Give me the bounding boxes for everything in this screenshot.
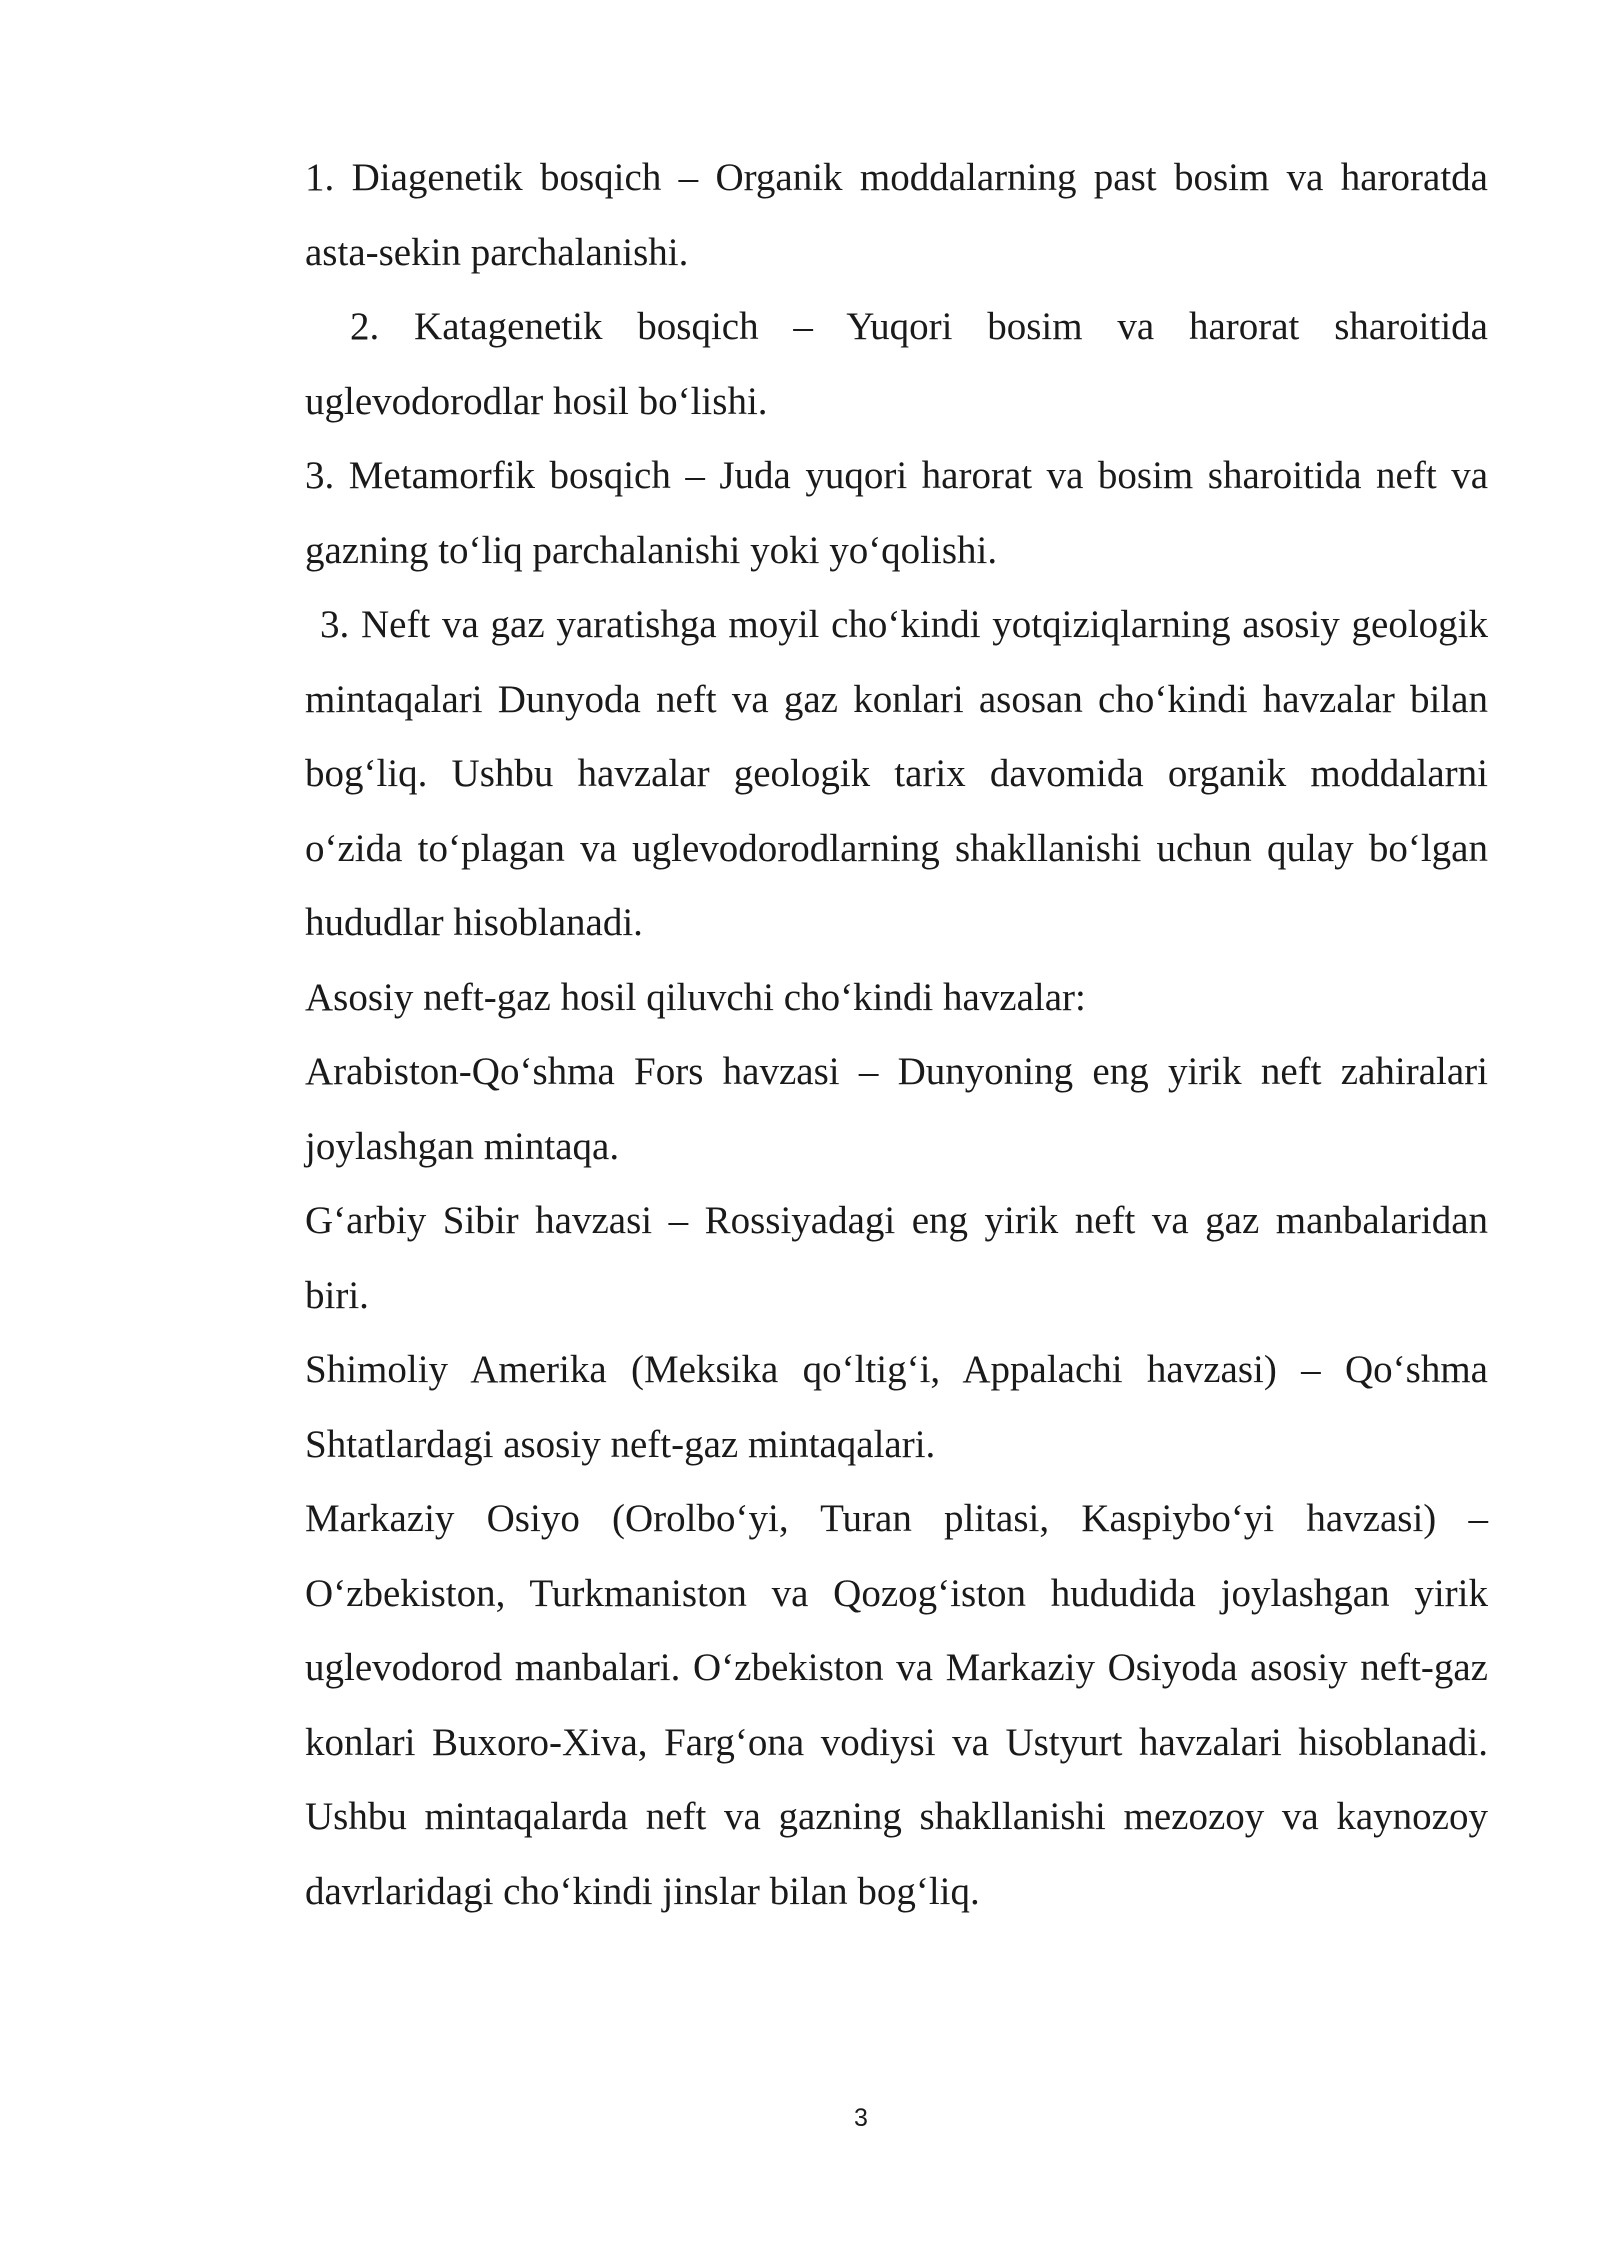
paragraph-basin-central-asia: Markaziy Osiyo (Orolbo‘yi, Turan plitasi, Kaspiybo‘yi havzasi) – O‘zbekiston, Turkmaniston va Qozog‘iston hududida joylashgan yirik uglevodorod manbalari. O‘zbekiston va Markaziy Osiyoda asosiy neft-gaz konlari Buxoro-Xiva, Farg‘ona vodiysi va Ustyurt havzalari hisoblanadi. Ushbu mintaqalarda neft va gazning shakllanishi mezozoy va kaynozoy davrlaridagi cho‘kindi jinslar bilan bog‘liq.	[305, 1497, 1488, 1913]
paragraph-geologic-regions: 3. Neft va gaz yaratishga moyil cho‘kindi yotqiziqlarning asosiy geologik mintaqalari Dunyoda neft va gaz konlari asosan cho‘kindi havzalar bilan bog‘liq. Ushbu havzalar geologik tarix davomida organik moddalarni o‘zida to‘plagan va uglevodorodlarning shakllanishi uchun qulay bo‘lgan hududlar hisoblanadi.	[305, 603, 1488, 944]
document-body	[305, 141, 1488, 1929]
paragraph-stage-diagenetic: 1. Diagenetik bosqich – Organik moddalarning past bosim va haroratda asta-sekin parchalanishi.	[305, 156, 1488, 274]
paragraph-stage-metamorphic: 3. Metamorfik bosqich – Juda yuqori harorat va bosim sharoitida neft va gazning to‘liq parchalanishi yoki yo‘qolishi.	[305, 454, 1488, 572]
paragraph-basins-heading: Asosiy neft-gaz hosil qiluvchi cho‘kindi havzalar:	[305, 975, 1086, 1019]
paragraph-basin-north-america: Shimoliy Amerika (Meksika qo‘ltig‘i, Appalachi havzasi) – Qo‘shma Shtatlardagi asosiy neft-gaz mintaqalari.	[305, 1348, 1488, 1466]
paragraph-basin-west-siberia: G‘arbiy Sibir havzasi – Rossiyadagi eng yirik neft va gaz manbalaridan biri.	[305, 1199, 1488, 1317]
paragraph-basin-arabian: Arabiston-Qo‘shma Fors havzasi – Dunyoning eng yirik neft zahiralari joylashgan mintaqa.	[305, 1050, 1488, 1168]
page-number: 3	[854, 2104, 868, 2132]
paragraph-stage-catagenetic: 2. Katagenetik bosqich – Yuqori bosim va harorat sharoitida uglevodorodlar hosil bo‘lishi.	[305, 305, 1488, 423]
